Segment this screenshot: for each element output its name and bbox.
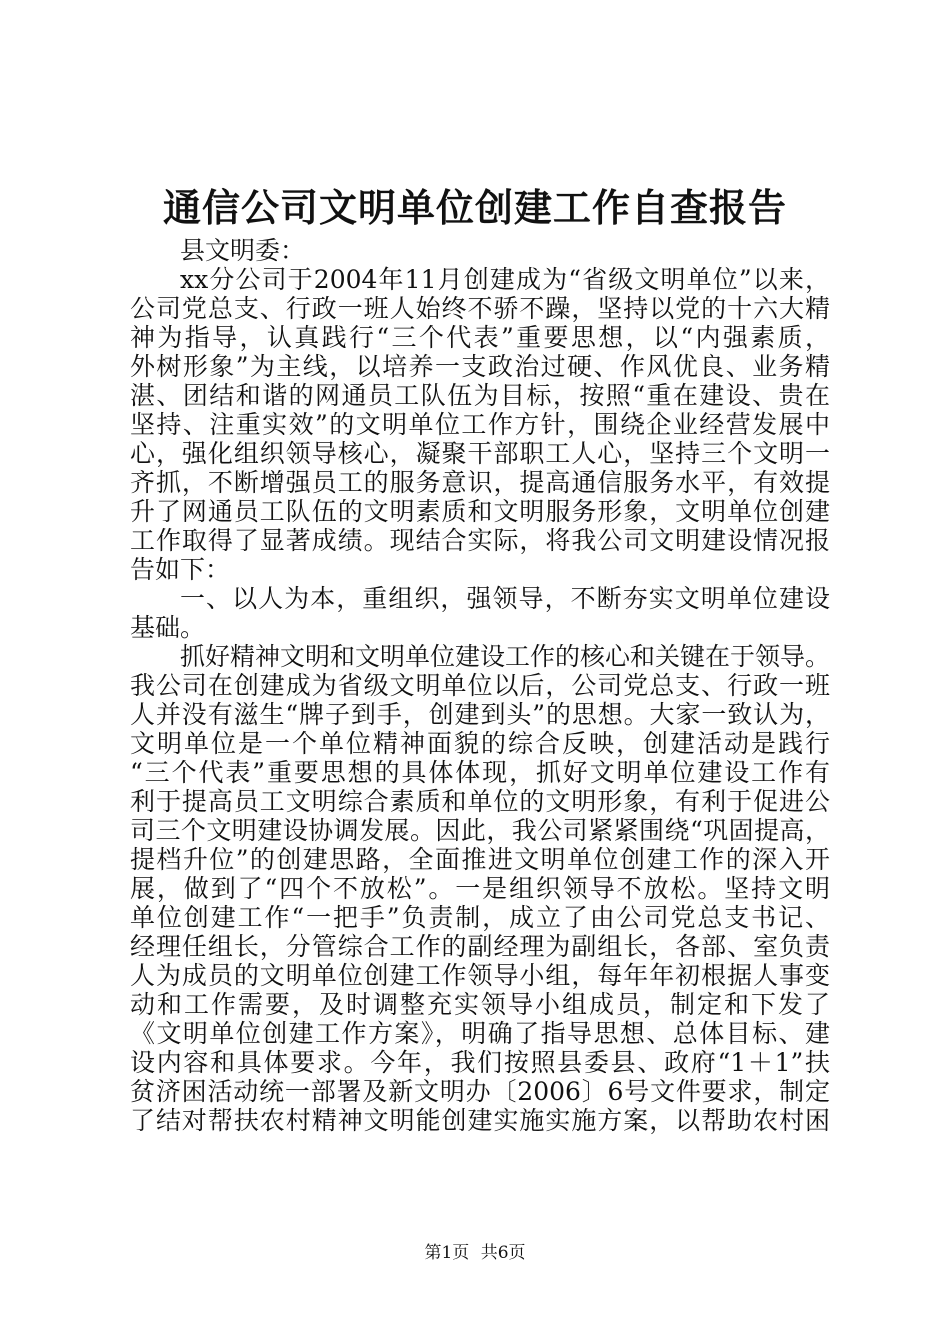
body-line: 了结对帮扶农村精神文明能创建实施实施方案，以帮助农村困 [130, 1106, 830, 1135]
body-line: 单位创建工作“一把手”负责制，成立了由公司党总支书记、 [130, 903, 830, 932]
body-line: 湛、团结和谐的网通员工队伍为目标，按照“重在建设、贵在 [130, 381, 830, 410]
body-line: 告如下： [130, 555, 231, 584]
body-line: 动和工作需要，及时调整充实领导小组成员，制定和下发了 [130, 990, 830, 1019]
body-line: 外树形象”为主线，以培养一支政治过硬、作风优良、业务精 [130, 352, 830, 381]
body-line: 齐抓，不断增强员工的服务意识，提高通信服务水平，有效提 [130, 468, 830, 497]
body-line: xx分公司于2004年11月创建成为“省级文明单位”以来， [180, 265, 830, 294]
body-line: 心，强化组织领导核心，凝聚干部职工人心，坚持三个文明一 [130, 439, 830, 468]
page-number: 第1页 [424, 1243, 470, 1263]
body-line: 抓好精神文明和文明单位建设工作的核心和关键在于领导。 [180, 642, 830, 671]
body-line: 提档升位”的创建思路，全面推进文明单位创建工作的深入开 [130, 845, 830, 874]
body-line: 展，做到了“四个不放松”。一是组织领导不放松。坚持文明 [130, 874, 830, 903]
body-line: 经理任组长，分管综合工作的副经理为副组长，各部、室负责 [130, 932, 830, 961]
document-body [130, 236, 830, 1135]
body-line: 坚持、注重实效”的文明单位工作方针，围绕企业经营发展中 [130, 410, 830, 439]
body-line: 一、以人为本，重组织，强领导，不断夯实文明单位建设 [180, 584, 830, 613]
body-line: 文明单位是一个单位精神面貌的综合反映，创建活动是践行 [130, 729, 830, 758]
page-total: 共6页 [480, 1243, 526, 1263]
body-line: 司三个文明建设协调发展。因此，我公司紧紧围绕“巩固提高， [130, 816, 830, 845]
body-line: 利于提高员工文明综合素质和单位的文明形象，有利于促进公 [130, 787, 830, 816]
body-line: 贫济困活动统一部署及新文明办〔2006〕6号文件要求，制定 [130, 1077, 830, 1106]
body-line: 县文明委： [180, 236, 306, 265]
body-line: 公司党总支、行政一班人始终不骄不躁，坚持以党的十六大精 [130, 294, 830, 323]
body-line: 我公司在创建成为省级文明单位以后，公司党总支、行政一班 [130, 671, 830, 700]
body-line: 工作取得了显著成绩。现结合实际，将我公司文明建设情况报 [130, 526, 830, 555]
page-footer [0, 1240, 950, 1266]
body-line: 基础。 [130, 613, 206, 642]
body-line: “三个代表”重要思想的具体体现，抓好文明单位建设工作有 [130, 758, 830, 787]
body-line: 《文明单位创建工作方案》，明确了指导思想、总体目标、建 [130, 1019, 830, 1048]
body-line: 人并没有滋生“牌子到手，创建到头”的思想。大家一致认为， [130, 700, 830, 729]
body-line: 升了网通员工队伍的文明素质和文明服务形象，文明单位创建 [130, 497, 830, 526]
body-line: 人为成员的文明单位创建工作领导小组，每年年初根据人事变 [130, 961, 830, 990]
body-line: 设内容和具体要求。今年，我们按照县委县、政府“1＋1”扶 [130, 1048, 830, 1077]
body-line: 神为指导，认真践行“三个代表”重要思想，以“内强素质， [130, 323, 830, 352]
document-title: 通信公司文明单位创建工作自查报告 [162, 185, 787, 230]
